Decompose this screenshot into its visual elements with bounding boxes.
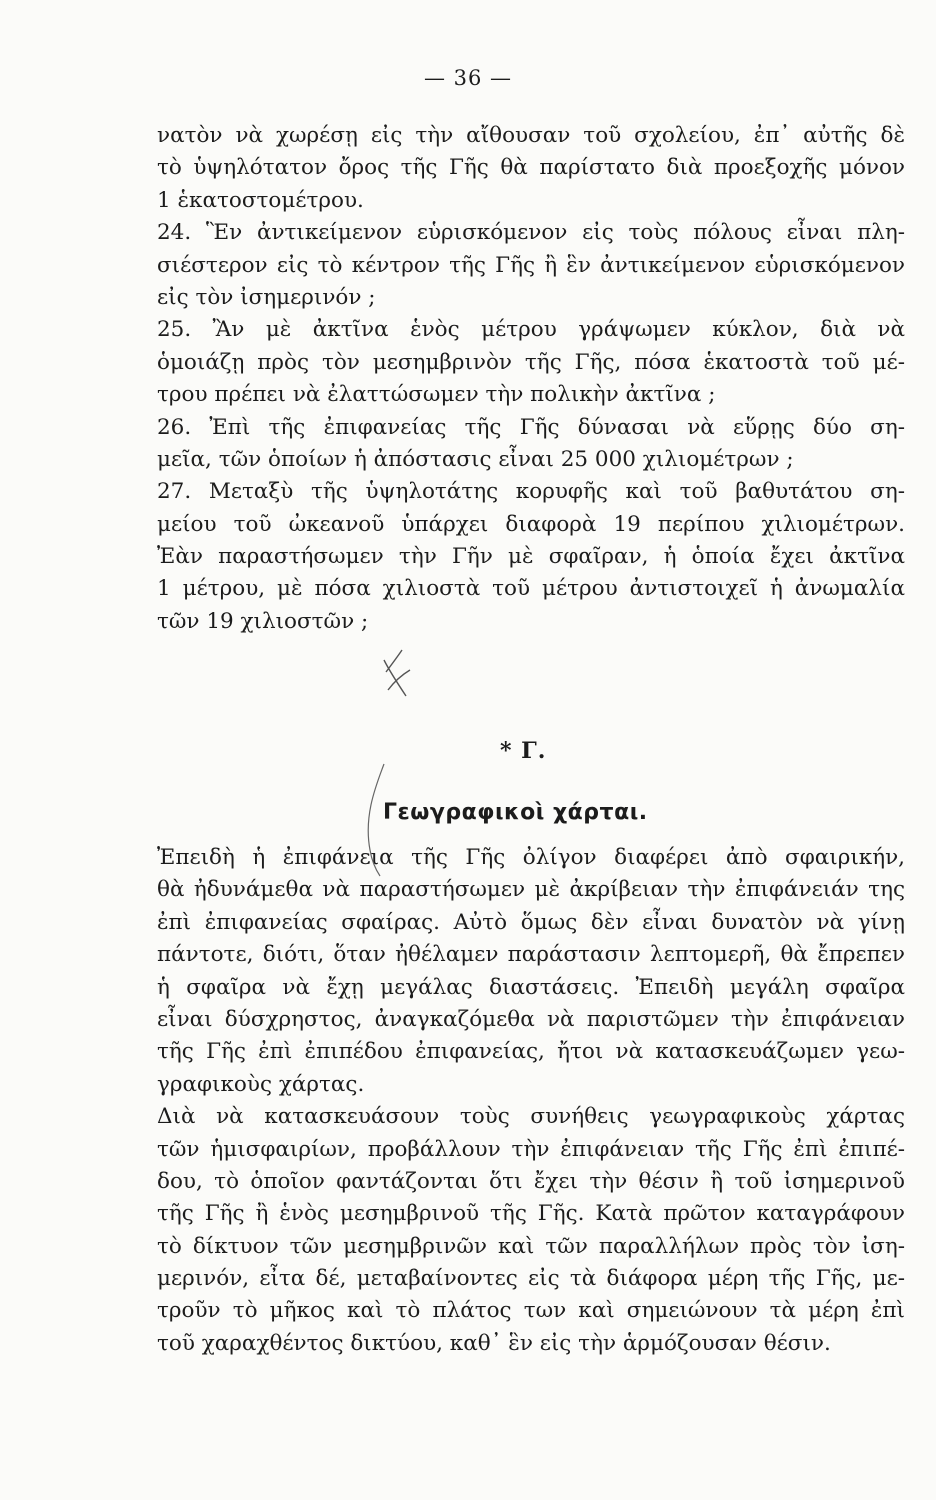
pencil-x-mark (384, 650, 410, 696)
text-line: ἐπὶ ἐπιφανείας σφαίρας. Αὐτὸ ὅμως δὲν εἶναι δυνατὸν νὰ γίνῃ (157, 909, 905, 935)
exercise-27: 27. Μεταξὺ τῆς ὑψηλοτάτης κορυφῆς καὶ τοῦ βαθυτάτου ση- (157, 479, 905, 505)
text-line: σιέστερον εἰς τὸ κέντρον τῆς Γῆς ἢ ἓν ἀντικείμενον εὑρισκόμενον (157, 252, 905, 278)
text-line: τῆς Γῆς ἢ ἑνὸς μεσημβρινοῦ τῆς Γῆς. Κατὰ πρῶτον καταγράφουν (157, 1201, 905, 1227)
text-line: θὰ ἠδυνάμεθα νὰ παραστήσωμεν μὲ ἀκρίβειαν τὴν ἐπιφάνειάν της (157, 877, 905, 903)
text-line: μερινόν, εἶτα δέ, μεταβαίνοντες εἰς τὰ διάφορα μέρη τῆς Γῆς, με- (157, 1266, 905, 1292)
text-line: 1 μέτρου, μὲ πόσα χιλιοστὰ τοῦ μέτρου ἀντιστοιχεῖ ἡ ἀνωμαλία (157, 576, 905, 602)
text-line: 1 ἑκατοστομέτρου. (157, 187, 364, 213)
exercise-25: 25. Ἂν μὲ ἀκτῖνα ἑνὸς μέτρου γράψωμεν κύκλον, διὰ νὰ (157, 317, 905, 343)
text-line: ἡ σφαῖρα νὰ ἔχῃ μεγάλας διαστάσεις. Ἐπειδὴ μεγάλη σφαῖρα (157, 974, 905, 1000)
text-line: ὁμοιάζῃ πρὸς τὸν μεσημβρινὸν τῆς Γῆς, πόσα ἑκατοστὰ τοῦ μέ- (157, 349, 905, 375)
text-line: εἶναι δύσχρηστος, ἀναγκαζόμεθα νὰ παριστῶμεν τὴν ἐπιφάνειαν (157, 1006, 905, 1032)
text-line: τρου πρέπει νὰ ἐλαττώσωμεν τὴν πολικὴν ἀκτῖνα ; (157, 382, 716, 408)
exercises-block (157, 120, 905, 638)
text-line: τροῦν τὸ μῆκος καὶ τὸ πλάτος των καὶ σημειώνουν τὰ μέρη ἐπὶ (157, 1298, 905, 1324)
section-title: Γεωγραφικοὶ χάρται. (383, 800, 648, 825)
text-line: Διὰ νὰ κατασκευάσουν τοὺς συνήθεις γεωγραφικοὺς χάρτας (157, 1104, 905, 1130)
text-line: νατὸν νὰ χωρέσῃ εἰς τὴν αἴθουσαν τοῦ σχολείου, ἐπ᾽ αὐτῆς δὲ (157, 123, 905, 148)
text-line: τὸ ὑψηλότατον ὄρος τῆς Γῆς θὰ παρίστατο διὰ προεξοχῆς μόνον (157, 155, 905, 181)
exercise-26: 26. Ἐπὶ τῆς ἐπιφανείας τῆς Γῆς δύνασαι νὰ εὕρῃς δύο ση- (157, 414, 905, 440)
section-letter: * Γ. (500, 738, 547, 764)
text-line: δου, τὸ ὁποῖον φαντάζονται ὅτι ἔχει τὴν θέσιν ἢ τοῦ ἰσημερινοῦ (157, 1168, 905, 1194)
text-line: τοῦ χαραχθέντος δικτύου, καθ᾽ ἓν εἰς τὴν ἁρμόζουσαν θέσιν. (157, 1330, 831, 1356)
text-line: εἰς τὸν ἰσημερινόν ; (157, 284, 376, 310)
text-line: τῆς Γῆς ἐπὶ ἐπιπέδου ἐπιφανείας, ἤτοι νὰ κατασκευάζωμεν γεω- (157, 1039, 905, 1065)
text-line: Ἐὰν παραστήσωμεν τὴν Γῆν μὲ σφαῖραν, ἡ ὁποία ἔχει ἀκτῖνα (157, 544, 905, 570)
maps-paragraphs (157, 842, 905, 1360)
text-line: τῶν ἡμισφαιρίων, προβάλλουν τὴν ἐπιφάνειαν τῆς Γῆς ἐπὶ ἐπιπέ- (157, 1136, 905, 1162)
page-number: — 36 — (423, 66, 513, 90)
text-line: μεῖα, τῶν ὁποίων ἡ ἀπόστασις εἶναι 25 000 χιλιομέτρων ; (157, 446, 794, 472)
text-line: πάντοτε, διότι, ὅταν ἠθέλαμεν παράστασιν λεπτομερῆ, θὰ ἔπρεπεν (157, 942, 905, 968)
text-line: Ἐπειδὴ ἡ ἐπιφάνεια τῆς Γῆς ὀλίγον διαφέρει ἀπὸ σφαιρικήν, (157, 845, 905, 870)
text-line: γραφικοὺς χάρτας. (157, 1071, 365, 1097)
text-line: τὸ δίκτυον τῶν μεσημβρινῶν καὶ τῶν παραλλήλων πρὸς τὸν ἰση- (157, 1233, 905, 1259)
exercise-24: 24. Ἓν ἀντικείμενον εὑρισκόμενον εἰς τοὺς πόλους εἶναι πλη- (157, 220, 905, 246)
text-line: τῶν 19 χιλιοστῶν ; (157, 608, 369, 634)
text-line: μείου τοῦ ὠκεανοῦ ὑπάρχει διαφορὰ 19 περίπου χιλιομέτρων. (157, 511, 905, 537)
